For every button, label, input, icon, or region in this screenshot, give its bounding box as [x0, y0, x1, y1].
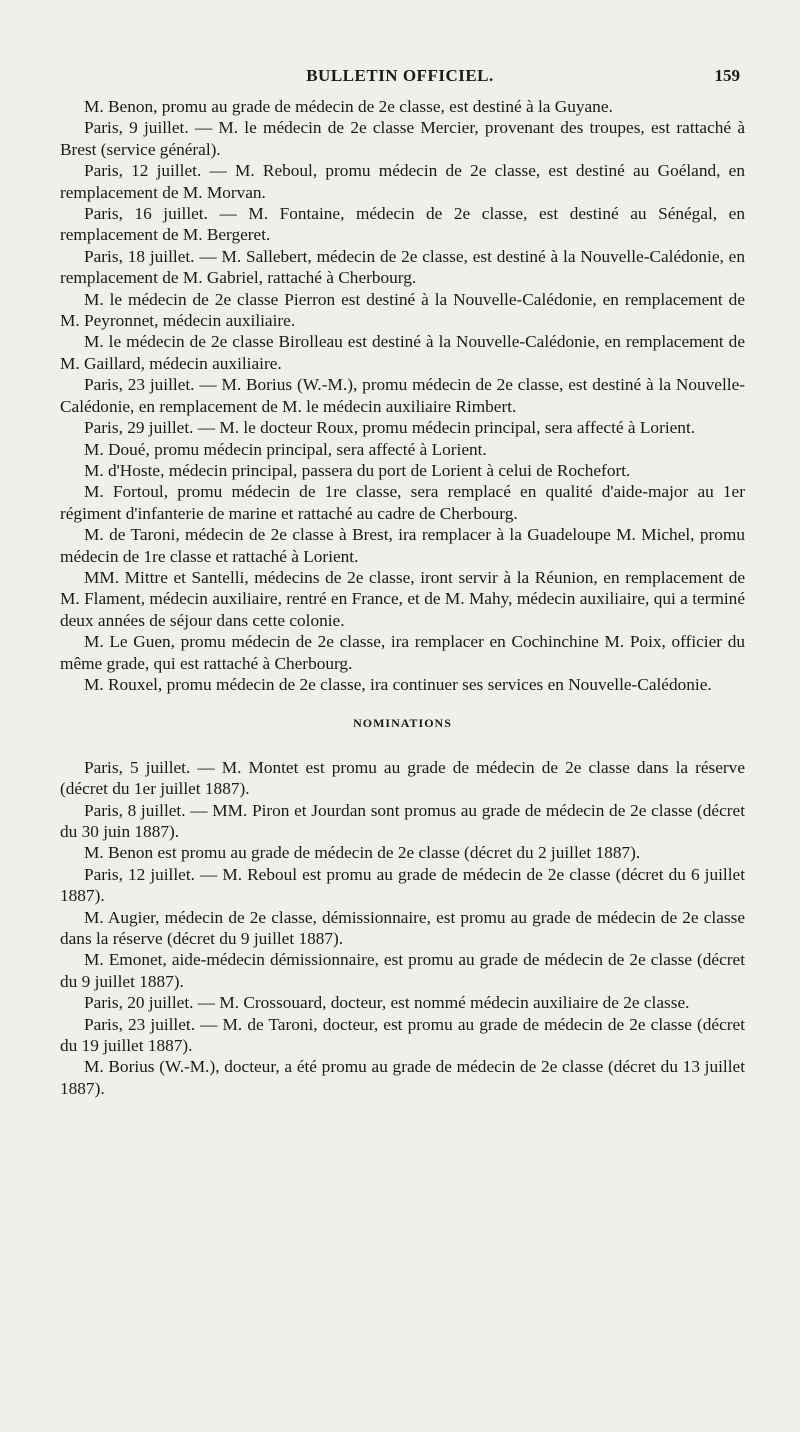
- body-text: [60, 96, 745, 1099]
- paragraph: Paris, 23 juillet. — M. Borius (W.-M.), promu médecin de 2e classe, est destiné à la Nouvelle-Calédonie, en remplacement de M. le médecin auxiliaire Rimbert.: [60, 375, 745, 416]
- paragraph: Paris, 8 juillet. — MM. Piron et Jourdan sont promus au grade de médecin de 2e classe (décret du 30 juin 1887).: [60, 800, 745, 841]
- paragraph: Paris, 12 juillet. — M. Reboul, promu médecin de 2e classe, est destiné au Goéland, en remplacement de M. Morvan.: [60, 161, 745, 202]
- paragraph: M. Benon est promu au grade de médecin de 2e classe (décret du 2 juillet 1887).: [84, 843, 641, 863]
- paragraph: Paris, 9 juillet. — M. le médecin de 2e classe Mercier, provenant des troupes, est rattaché à Brest (service général).: [60, 118, 745, 159]
- paragraph: Paris, 16 juillet. — M. Fontaine, médecin de 2e classe, est destiné au Sénégal, en remplacement de M. Bergeret.: [60, 204, 745, 245]
- section-heading: NOMINATIONS: [353, 716, 452, 731]
- paragraph: M. Rouxel, promu médecin de 2e classe, ira continuer ses services en Nouvelle-Calédonie.: [84, 674, 712, 694]
- paragraph: Paris, 18 juillet. — M. Sallebert, médecin de 2e classe, est destiné à la Nouvelle-Calédonie, en remplacement de M. Gabriel, rattaché à Cherbourg.: [60, 246, 745, 288]
- running-title: BULLETIN OFFICIEL.: [306, 66, 494, 85]
- paragraph: Paris, 29 juillet. — M. le docteur Roux, promu médecin principal, sera affecté à Lorient.: [84, 418, 696, 438]
- paragraph: M. Augier, médecin de 2e classe, démissionnaire, est promu au grade de médecin de 2e classe dans la réserve (décret du 9 juillet 1887).: [60, 907, 745, 949]
- paragraph: M. Borius (W.-M.), docteur, a été promu au grade de médecin de 2e classe (décret du 13 juillet 1887).: [60, 1057, 745, 1098]
- paragraph: M. Benon, promu au grade de médecin de 2e classe, est destiné à la Guyane.: [84, 97, 613, 116]
- page-number: 159: [714, 66, 740, 85]
- paragraph: Paris, 23 juillet. — M. de Taroni, docteur, est promu au grade de médecin de 2e classe (décret du 19 juillet 1887).: [60, 1014, 745, 1056]
- paragraph: M. Fortoul, promu médecin de 1re classe, sera remplacé en qualité d'aide-major au 1er régiment d'infanterie de marine et rattaché au cadre de Cherbourg.: [60, 482, 745, 523]
- paragraph: Paris, 12 juillet. — M. Reboul est promu au grade de médecin de 2e classe (décret du 6 juillet 1887).: [60, 864, 745, 906]
- paragraph: M. de Taroni, médecin de 2e classe à Brest, ira remplacer à la Guadeloupe M. Michel, promu médecin de 1re classe et rattaché à Lorient.: [60, 525, 745, 566]
- paragraph: M. Doué, promu médecin principal, sera affecté à Lorient.: [84, 439, 487, 459]
- paragraph: Paris, 5 juillet. — M. Montet est promu au grade de médecin de 2e classe dans la réserve (décret du 1er juillet 1887).: [60, 757, 745, 799]
- paragraph: M. Emonet, aide-médecin démissionnaire, est promu au grade de médecin de 2e classe (décret du 9 juillet 1887).: [60, 950, 745, 991]
- paragraph: M. le médecin de 2e classe Pierron est destiné à la Nouvelle-Calédonie, en remplacement de M. Peyronnet, médecin auxiliaire.: [60, 289, 745, 331]
- paragraph: M. d'Hoste, médecin principal, passera du port de Lorient à celui de Rochefort.: [84, 460, 631, 480]
- paragraph: M. le médecin de 2e classe Birolleau est destiné à la Nouvelle-Calédonie, en remplacement de M. Gaillard, médecin auxiliaire.: [60, 332, 745, 373]
- paragraph: MM. Mittre et Santelli, médecins de 2e classe, iront servir à la Réunion, en remplacement de M. Flament, médecin auxiliaire, rentré en France, et de M. Mahy, médecin auxiliaire, qui a terminé deux années de séjour dans cette colonie.: [60, 567, 745, 630]
- paragraph: Paris, 20 juillet. — M. Crossouard, docteur, est nommé médecin auxiliaire de 2e classe.: [84, 993, 690, 1013]
- paragraph: M. Le Guen, promu médecin de 2e classe, ira remplacer en Cochinchine M. Poix, officier du même grade, qui est rattaché à Cherbourg.: [60, 632, 745, 673]
- page-header: [60, 66, 740, 90]
